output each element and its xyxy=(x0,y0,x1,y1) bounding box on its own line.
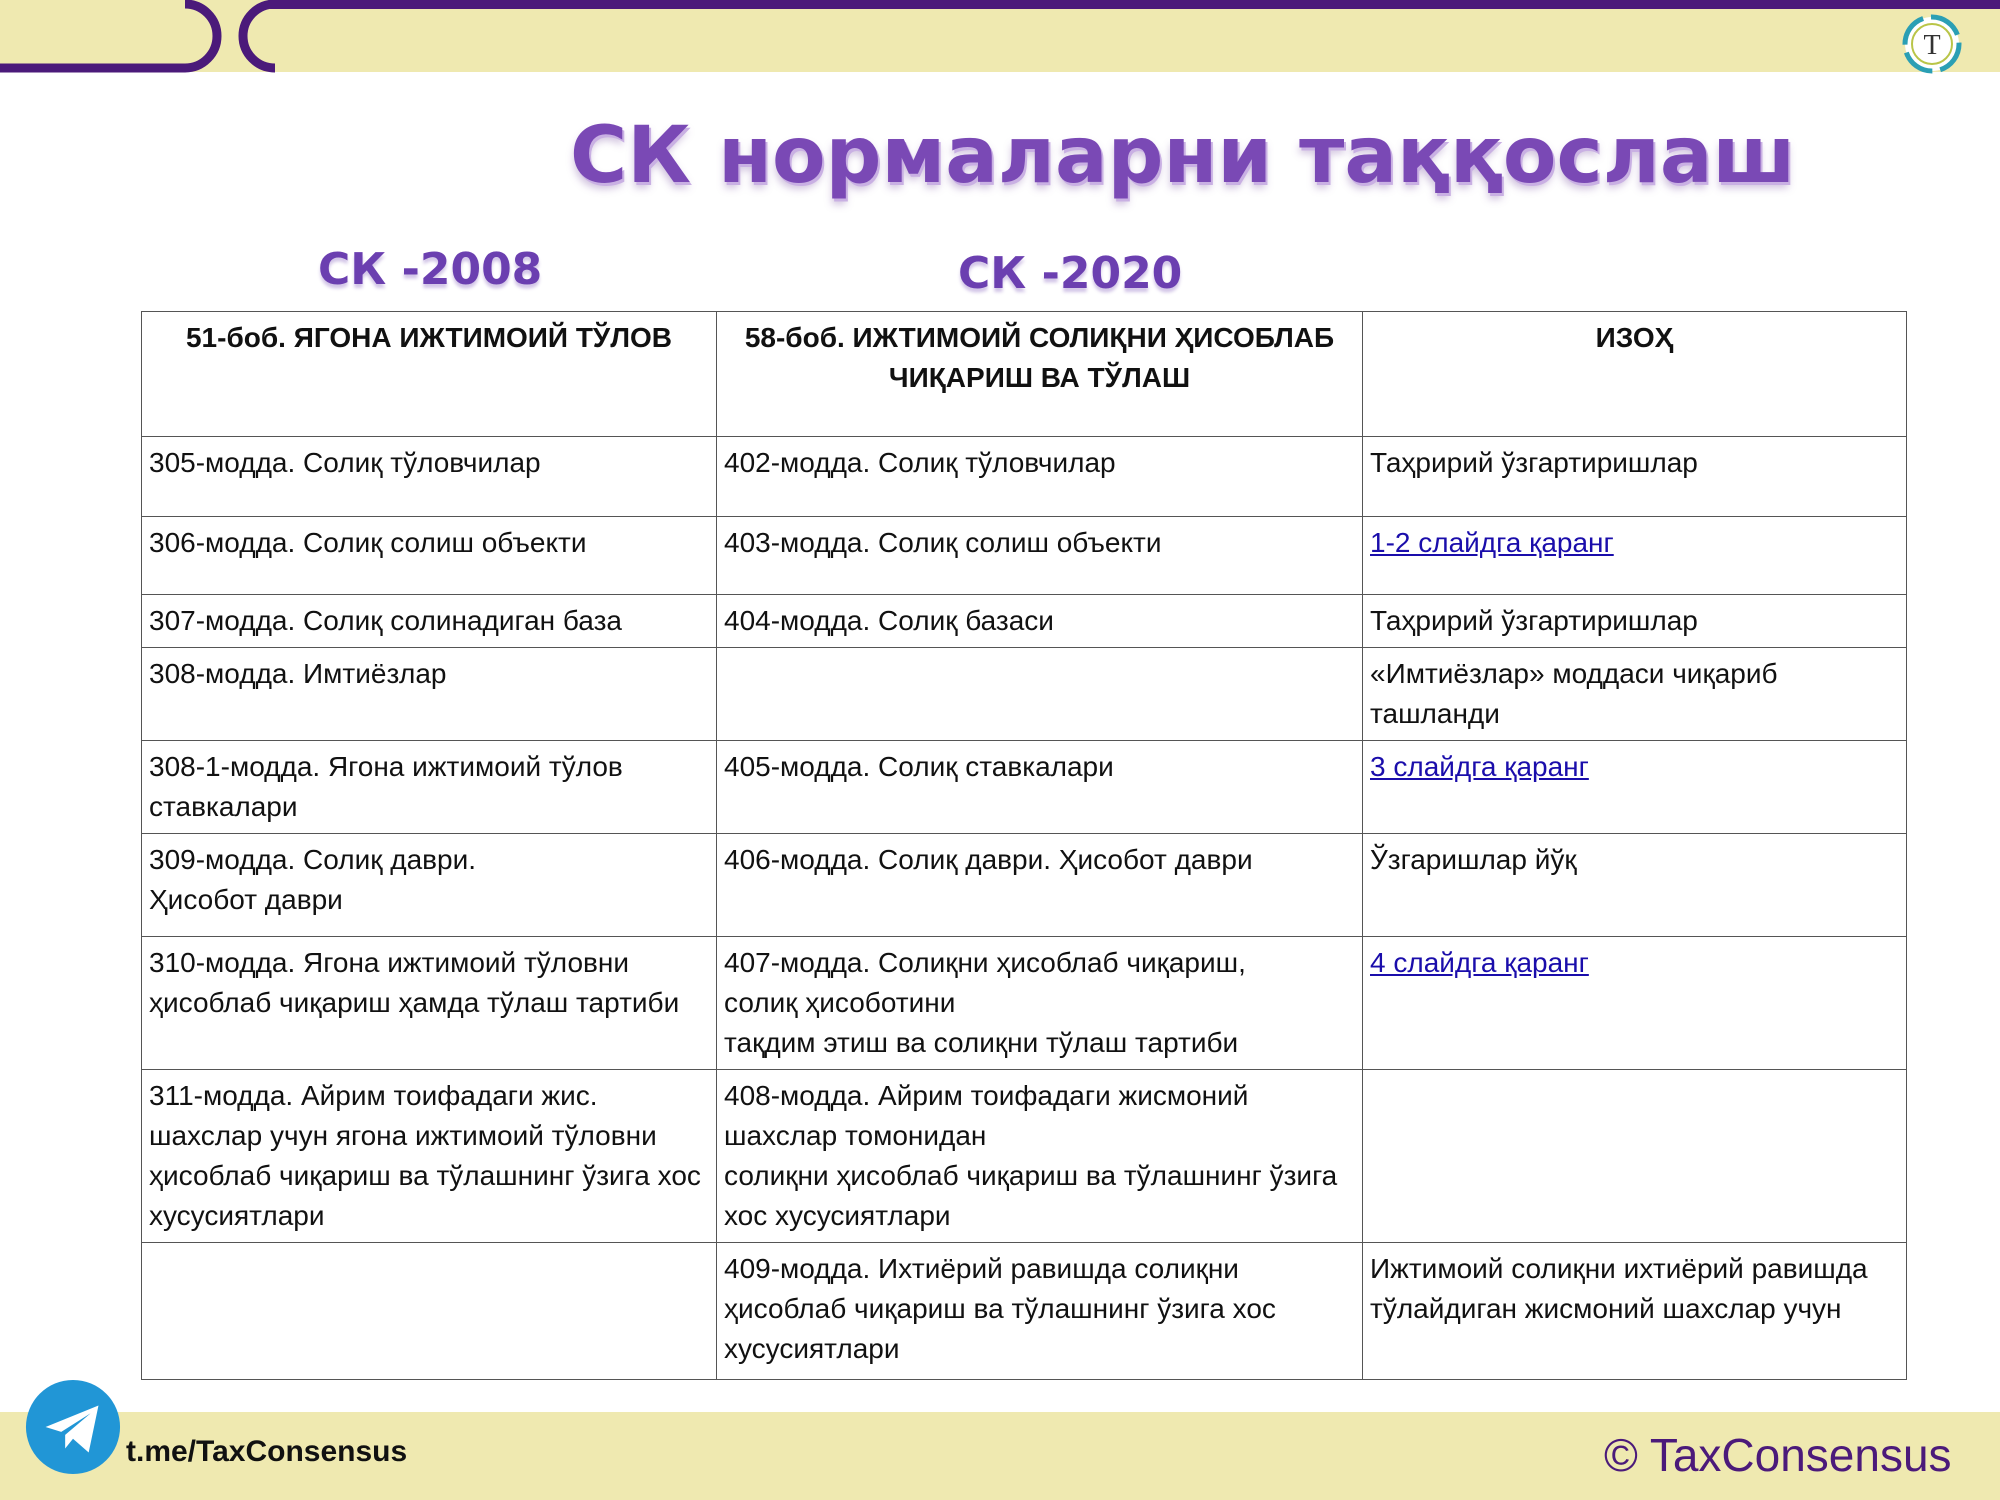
cell-note: Ўзгаришлар йўқ xyxy=(1363,834,1907,937)
cell-note: Таҳририй ўзгартиришлар xyxy=(1363,437,1907,517)
cell-sk-2020: 403-модда. Солиқ солиш объекти xyxy=(717,517,1363,595)
table-row xyxy=(142,437,1907,517)
table-row xyxy=(142,1070,1907,1243)
cell-sk-2020: 407-модда. Солиқни ҳисоблаб чиқариш, солиқ ҳисоботини тақдим этиш ва солиқни тўлаш тартиби xyxy=(717,937,1363,1070)
header-band xyxy=(0,0,2000,72)
table-row xyxy=(142,741,1907,834)
header-sk-2020: 58-боб. ИЖТИМОИЙ СОЛИҚНИ ҲИСОБЛАБ ЧИҚАРИШ ВА ТЎЛАШ xyxy=(717,312,1363,437)
slide-reference-link[interactable]: 3 слайдга қаранг xyxy=(1370,751,1589,782)
slide-title: СК нормаларни таққослаш xyxy=(570,111,1796,201)
cell-sk-2020: 404-модда. Солиқ базаси xyxy=(717,595,1363,648)
table-row xyxy=(142,1243,1907,1380)
table-row xyxy=(142,595,1907,648)
cell-sk-2008: 308-1-модда. Ягона ижтимоий тўлов ставкалари xyxy=(142,741,717,834)
taxconsensus-logo-icon xyxy=(1900,12,1964,76)
header-accent-line xyxy=(270,0,2000,9)
cell-note: Таҳририй ўзгартиришлар xyxy=(1363,595,1907,648)
cell-sk-2020: 405-модда. Солиқ ставкалари xyxy=(717,741,1363,834)
svg-text:T: T xyxy=(1923,30,1941,61)
subtitle-sk-2020: СК -2020 xyxy=(958,248,1183,299)
cell-sk-2020: 409-модда. Ихтиёрий равишда солиқни ҳисоблаб чиқариш ва тўлашнинг ўзига хос хусусиятлари xyxy=(717,1243,1363,1380)
cell-note: Ижтимоий солиқни ихтиёрий равишда тўлайдиган жисмоний шахслар учун xyxy=(1363,1243,1907,1380)
cell-note xyxy=(1363,517,1907,595)
cell-sk-2020: 408-модда. Айрим тоифадаги жисмоний шахслар томонидан солиқни ҳисоблаб чиқариш ва тўлашнинг ўзига хос хусусиятлари xyxy=(717,1070,1363,1243)
cell-sk-2008: 309-модда. Солиқ даври. Ҳисобот даври xyxy=(142,834,717,937)
header-sk-2008: 51-боб. ЯГОНА ИЖТИМОИЙ ТЎЛОВ xyxy=(142,312,717,437)
comparison-table xyxy=(141,311,1907,1380)
table-header-row xyxy=(142,312,1907,437)
cell-sk-2008: 310-модда. Ягона ижтимоий тўловни ҳисоблаб чиқариш ҳамда тўлаш тартиби xyxy=(142,937,717,1070)
cell-sk-2008 xyxy=(142,1243,717,1380)
cell-note: «Имтиёзлар» моддаси чиқариб ташланди xyxy=(1363,648,1907,741)
cell-note xyxy=(1363,1070,1907,1243)
copyright-text: © TaxConsensus xyxy=(1604,1429,1952,1481)
slide-reference-link[interactable]: 4 слайдга қаранг xyxy=(1370,947,1589,978)
header-note: ИЗОҲ xyxy=(1363,312,1907,437)
cell-sk-2008: 305-модда. Солиқ тўловчилар xyxy=(142,437,717,517)
cell-sk-2008: 311-модда. Айрим тоифадаги жис. шахслар учун ягона ижтимоий тўловни ҳисоблаб чиқариш ва тўлашнинг ўзига хос хусусиятлари xyxy=(142,1070,717,1243)
slide-reference-link[interactable]: 1-2 слайдга қаранг xyxy=(1370,527,1614,558)
table-row xyxy=(142,648,1907,741)
subtitle-sk-2008: СК -2008 xyxy=(318,244,543,295)
cell-sk-2020: 406-модда. Солиқ даври. Ҳисобот даври xyxy=(717,834,1363,937)
table-row xyxy=(142,834,1907,937)
table-row xyxy=(142,937,1907,1070)
cell-sk-2008: 306-модда. Солиқ солиш объекти xyxy=(142,517,717,595)
cell-note xyxy=(1363,937,1907,1070)
header-decoration-icon xyxy=(0,0,290,80)
cell-sk-2008: 307-модда. Солиқ солинадиган база xyxy=(142,595,717,648)
telegram-icon[interactable] xyxy=(24,1378,122,1476)
cell-note xyxy=(1363,741,1907,834)
cell-sk-2008: 308-модда. Имтиёзлар xyxy=(142,648,717,741)
cell-sk-2020 xyxy=(717,648,1363,741)
cell-sk-2020: 402-модда. Солиқ тўловчилар xyxy=(717,437,1363,517)
table-row xyxy=(142,517,1907,595)
telegram-link[interactable]: t.me/TaxConsensus xyxy=(126,1435,408,1468)
